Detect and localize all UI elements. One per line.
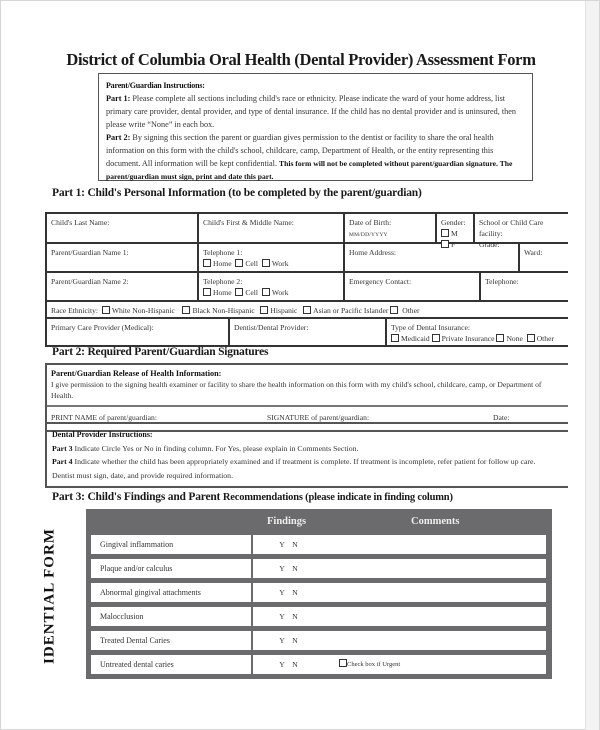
comment-field[interactable]: [325, 559, 546, 578]
tel1-work-checkbox[interactable]: [262, 259, 270, 267]
guardian-name-1-field[interactable]: Parent/Guardian Name 1:: [47, 244, 199, 271]
emergency-contact-field[interactable]: Emergency Contact:: [345, 273, 481, 300]
parent-instructions-heading: Parent/Guardian Instructions:: [106, 81, 205, 90]
emergency-telephone-field[interactable]: Telephone:: [485, 277, 519, 286]
confidential-form-side-label: IDENTIAL FORM: [41, 528, 58, 664]
primary-care-field[interactable]: Primary Care Provider (Medical):: [47, 319, 230, 345]
finding-yn[interactable]: Y N: [253, 583, 327, 602]
gender-field: Gender: M F: [437, 214, 475, 242]
insurance-other-checkbox[interactable]: [527, 334, 535, 342]
race-other-checkbox[interactable]: [390, 306, 398, 314]
comment-field: Check box if Urgent: [325, 655, 546, 674]
finding-yn[interactable]: Y N: [253, 607, 327, 626]
guardian-name-2-field[interactable]: Parent/Guardian Name 2:: [47, 273, 199, 300]
signature-field[interactable]: SIGNATURE of parent/guardian:: [267, 413, 370, 422]
comment-field[interactable]: [325, 631, 546, 650]
urgent-checkbox[interactable]: [339, 659, 347, 667]
gender-m-checkbox[interactable]: [441, 229, 449, 237]
print-name-field[interactable]: PRINT NAME of parent/guardian:: [51, 413, 157, 422]
finding-yn[interactable]: Y N: [253, 655, 327, 674]
table-row: Gingival inflammation Y N: [86, 535, 552, 554]
comment-field[interactable]: [325, 535, 546, 554]
page-scroll-gutter: [585, 1, 599, 730]
insurance-medicaid-checkbox[interactable]: [391, 334, 399, 342]
finding-yn[interactable]: Y N: [253, 631, 327, 650]
tel1-home-checkbox[interactable]: [203, 259, 211, 267]
ward-field[interactable]: Ward:: [524, 248, 543, 257]
telephone-1-field: Telephone 1: Home Cell Work: [199, 244, 345, 271]
telephone-2-field: Telephone 2: Home Cell Work: [199, 273, 345, 300]
tel1-cell-checkbox[interactable]: [235, 259, 243, 267]
findings-table: [86, 509, 552, 679]
date-field[interactable]: Date:: [493, 413, 510, 422]
school-grade-field[interactable]: School or Child Care facility: Grade:: [479, 218, 544, 249]
child-first-middle-field[interactable]: Child's First & Middle Name:: [199, 214, 345, 242]
table-row: Untreated dental caries Y N Check box if Urgent: [86, 655, 552, 674]
form-title: District of Columbia Oral Health (Dental Provider) Assessment Form: [66, 50, 536, 69]
table-row: Malocclusion Y N: [86, 607, 552, 626]
race-white-checkbox[interactable]: [102, 306, 110, 314]
part2-heading: Part 2: Required Parent/Guardian Signatures: [52, 346, 269, 358]
parent-instructions-box: [98, 73, 533, 181]
dob-field[interactable]: Date of Birth: MM/DD/YYYY: [345, 214, 437, 242]
instructions-part1: Part 1: Please complete all sections including child's race or ethnicity. Please indicate the ward of your home address, list primary care provider, dental provider, and type of dental insurance. If the child has no dental provider and is uninsured, then please write “None” in each box.: [106, 94, 516, 129]
table-row: Abnormal gingival attachments Y N: [86, 583, 552, 602]
home-address-field[interactable]: Home Address:: [345, 244, 520, 271]
dental-insurance-field: Type of Dental Insurance: Medicaid Private Insurance None Other: [391, 323, 554, 343]
tel2-work-checkbox[interactable]: [262, 288, 270, 296]
comment-field[interactable]: [325, 607, 546, 626]
race-ethnicity-field: Race Ethnicity: White Non-Hispanic Black Non-Hispanic Hispanic Asian or Pacific Islander Other: [51, 306, 420, 315]
table-row: Treated Dental Caries Y N: [86, 631, 552, 650]
tel2-cell-checkbox[interactable]: [235, 288, 243, 296]
dental-provider-instructions: Dental Provider Instructions: Part 3 Indicate Circle Yes or No in finding column. For Yes, please explain in Comments Section. Part 4 Indicate whether the child has been appropriately examined and if treatment is complete. If treatment is incomplete, refer patient for follow up care. Dentist must sign, date, and provide required information.: [45, 422, 568, 488]
table-row: Plaque and/or calculus Y N: [86, 559, 552, 578]
dentist-field[interactable]: Dentist/Dental Provider:: [230, 319, 387, 345]
race-black-checkbox[interactable]: [182, 306, 190, 314]
instructions-part2: Part 2: By signing this section the parent or guardian gives permission to the dentist or facility to share the oral health information on this form with the child's school, childcare, camp, Department of Health, or the entity representing this document. All information will be kept confidential. This form will not be completed without parent/guardian signature. The parent/guardian must sign, print and date this part.: [106, 133, 513, 181]
part3-heading: Part 3: Child's Findings and Parent Recommendations (please indicate in finding column): [52, 491, 453, 503]
finding-yn[interactable]: Y N: [253, 559, 327, 578]
child-last-name-field[interactable]: Child's Last Name:: [47, 214, 199, 242]
child-info-table: [45, 212, 568, 347]
insurance-private-checkbox[interactable]: [432, 334, 440, 342]
race-asian-checkbox[interactable]: [303, 306, 311, 314]
release-of-information: Parent/Guardian Release of Health Information: I give permission to the signing health examiner or facility to share the health information on this form with my child's school, childcare, camp, or Department of Health.: [47, 365, 568, 407]
race-hispanic-checkbox[interactable]: [260, 306, 268, 314]
tel2-home-checkbox[interactable]: [203, 288, 211, 296]
comment-field[interactable]: [325, 583, 546, 602]
findings-table-header: Findings Comments: [267, 516, 460, 527]
insurance-none-checkbox[interactable]: [496, 334, 504, 342]
part1-heading: Part 1: Child's Personal Information (to be completed by the parent/guardian): [52, 187, 422, 199]
finding-yn[interactable]: Y N: [253, 535, 327, 554]
